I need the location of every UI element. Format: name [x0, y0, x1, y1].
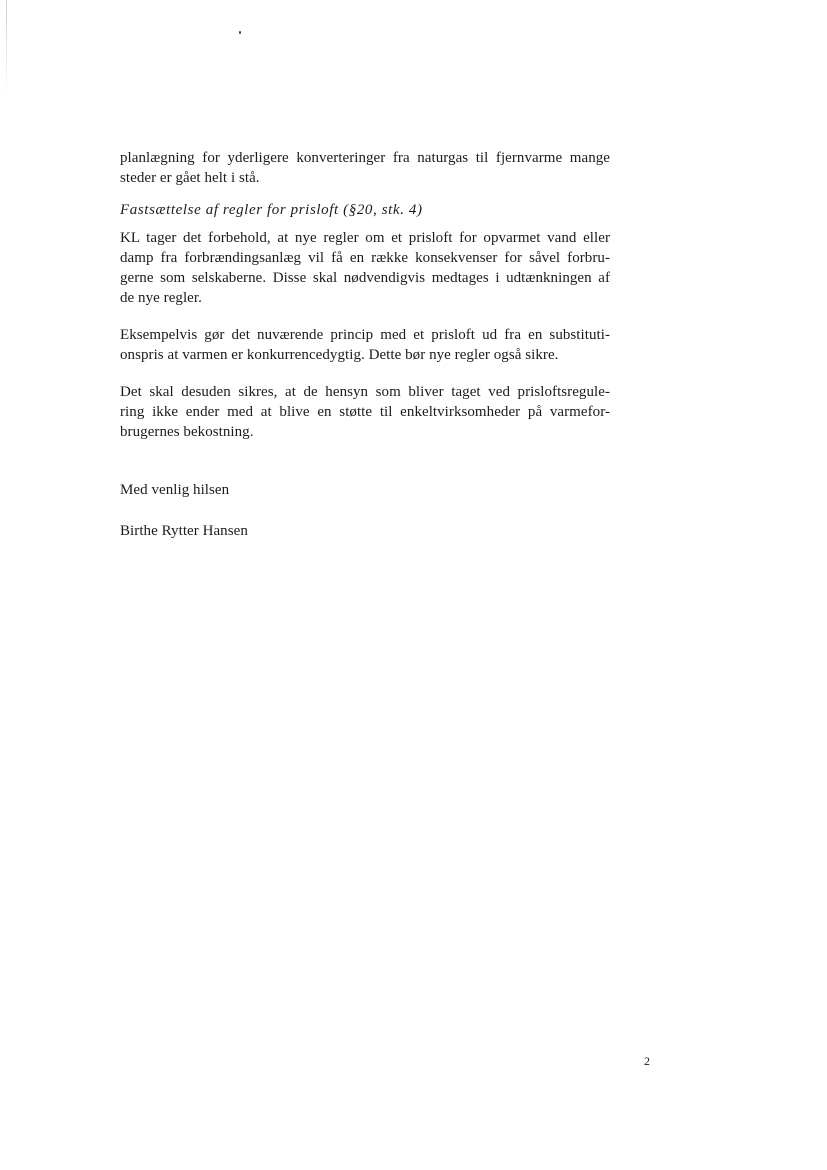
- letter-body: [120, 148, 610, 541]
- text-line: KL tager det forbehold, at nye regler om et prisloft for opvarmet vand eller: [120, 230, 610, 246]
- text-line: onspris at varmen er konkurrencedygtig. Dette bør nye regler også sikre.: [120, 347, 559, 363]
- paragraph-eksempelvis: [120, 325, 610, 365]
- page-number: 2: [644, 1054, 650, 1068]
- text-line: brugernes bekostning.: [120, 424, 254, 440]
- continuation-paragraph: [120, 148, 610, 188]
- paragraph-forbehold: [120, 228, 610, 308]
- text-line: damp fra forbrændingsanlæg vil få en række konsekvenser for såvel forbru-: [120, 250, 610, 266]
- text-line: de nye regler.: [120, 290, 202, 306]
- text-line: Det skal desuden sikres, at de hensyn som bliver taget ved prisloftsregule-: [120, 384, 610, 400]
- section-heading: Fastsættelse af regler for prisloft (§20, stk. 4): [120, 202, 423, 218]
- paragraph-hensyn: [120, 382, 610, 442]
- scan-speck: [239, 31, 241, 34]
- text-line: gerne som selskaberne. Disse skal nødvendigvis medtages i udtænkningen af: [120, 270, 610, 286]
- text-line: steder er gået helt i stå.: [120, 170, 260, 186]
- closing-salutation: Med venlig hilsen: [120, 482, 230, 498]
- signature-name: Birthe Rytter Hansen: [120, 523, 248, 539]
- text-line: ring ikke ender med at blive en støtte til enkeltvirksomheder på varmefor-: [120, 404, 610, 420]
- text-line: Eksempelvis gør det nuværende princip med et prisloft ud fra en substituti-: [120, 327, 610, 343]
- text-line: planlægning for yderligere konverteringer fra naturgas til fjernvarme mange: [120, 150, 610, 166]
- scan-edge-mark: [6, 0, 7, 100]
